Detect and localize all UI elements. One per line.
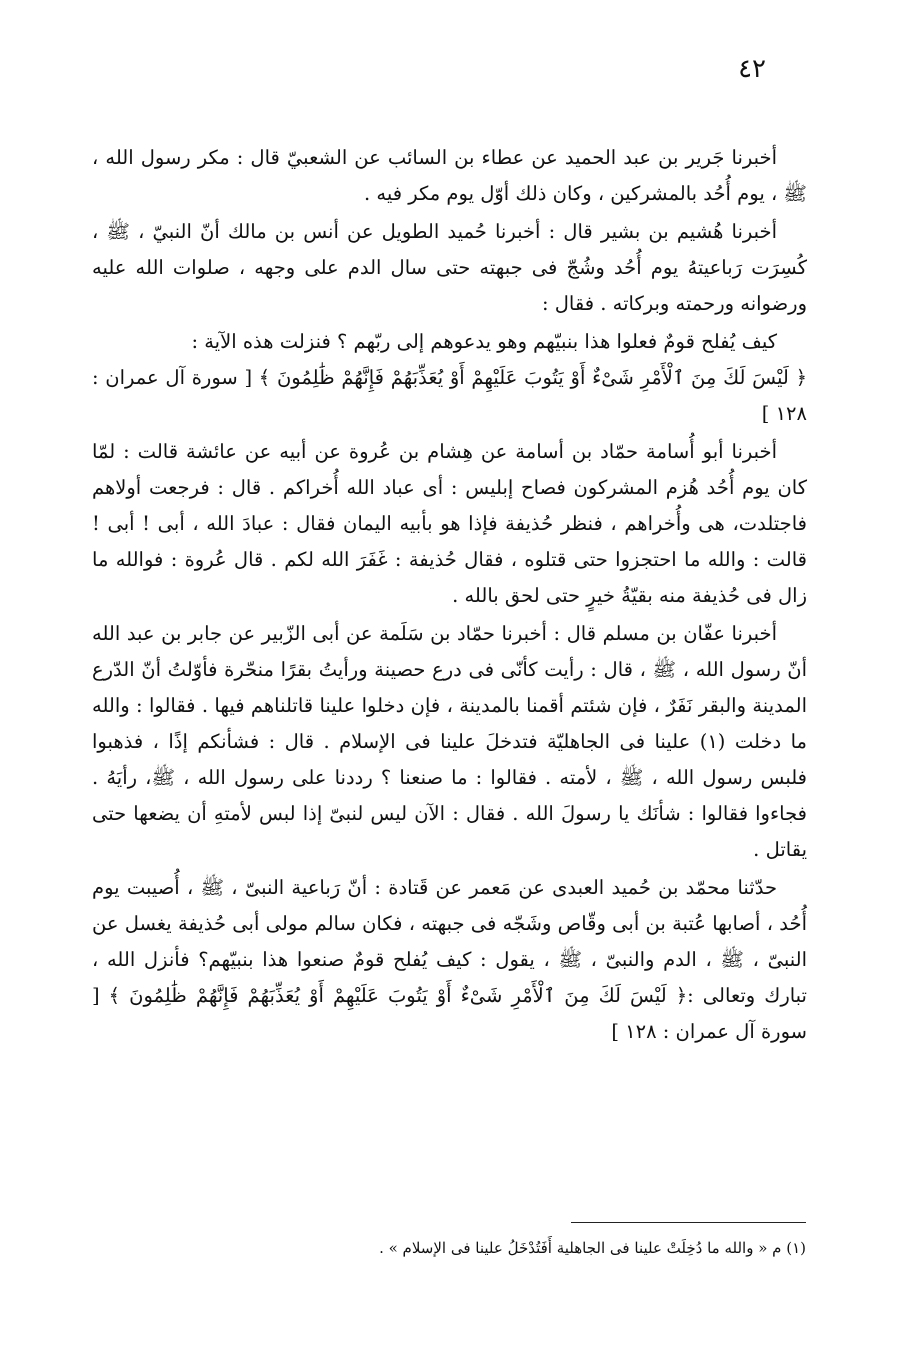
body-text <box>92 140 807 1050</box>
paragraph-abu-usama: أخبرنا أبو أُسامة حمّاد بن أسامة عن هِشام بن عُروة عن أبيه عن عائشة قالت : لمّا كان يوم أُحُد هُزم المشركون فصاح إبليس : أى عباد الله أُخراكم . قال : فرجعت أولاهم فاجتلدت، هى وأُخراهم ، فنظر حُذيفة فإذا هو بأبيه اليمان فقال : عبادَ الله ، أبى ! أبى ! قالت : والله ما احتجزوا حتى قتلوه ، فقال حُذيفة : غَفَرَ الله لكم . قال عُروة : فوالله ما زال فى حُذيفة منه بقيّةُ خيرٍ حتى لحق بالله . <box>92 440 807 607</box>
paragraph-qatada: حدّثنا محمّد بن حُميد العبدى عن مَعمر عن قَتادة : أنّ رَباعية النبىّ ، ﷺ ، أُصيبت يوم أُحُد ، أصابها عُتبة بن أبى وقّاص وشَجّه فى جبهته ، فكان سالم مولى أبى حُذيفة يغسل عن النبىّ ، ﷺ ، الدم والنبىّ ، ﷺ ، يقول : كيف يُفلح قومٌ صنعوا هذا بنبيّهم؟ فأنزل الله ، تبارك وتعالى :﴿ لَيْسَ لَكَ مِنَ ٱلْأَمْرِ شَىْءٌ أَوْ يَتُوبَ عَلَيْهِمْ أَوْ يُعَذِّبَهُمْ فَإِنَّهُمْ ظَٰلِمُونَ ﴾ [ سورة آل عمران : ١٢٨ ] <box>92 876 807 1043</box>
footnote: (١) م « والله ما دُخِلَتْ علينا فى الجاهلية أَفَتُدْخَلُ علينا فى الإسلام » . <box>379 1239 806 1257</box>
footnote-divider <box>571 1222 806 1223</box>
paragraph-kayfa-yuflih: كيف يُفلح قومٌ فعلوا هذا بنبيّهم وهو يدعوهم إلى ربّهم ؟ فنزلت هذه الآية : <box>191 330 777 353</box>
page-number: ٤٢ <box>738 54 766 84</box>
paragraph-jarir: أخبرنا جَرير بن عبد الحميد عن عطاء بن السائب عن الشعبيّ قال : مكر رسول الله ، ﷺ ، يوم أُحُد بالمشركين ، وكان ذلك أوّل يوم مكر فيه . <box>92 146 807 205</box>
paragraph-hushaym: أخبرنا هُشيم بن بشير قال : أخبرنا حُميد الطويل عن أنس بن مالك أنّ النبيّ ، ﷺ ، كُسِرَت رَباعيتهُ يوم أُحُد وشُجّ فى جبهته حتى سال الدم على وجهه ، صلوات الله عليه ورضوانه ورحمته وبركاته . فقال : <box>92 220 807 315</box>
quran-verse-1: ﴿ لَيْسَ لَكَ مِنَ ٱلْأَمْرِ شَىْءٌ أَوْ يَتُوبَ عَلَيْهِمْ أَوْ يُعَذِّبَهُمْ فَإِنَّهُمْ ظَٰلِمُونَ ﴾ [ سورة آل عمران : ١٢٨ ] <box>92 366 807 425</box>
paragraph-affan: أخبرنا عفّان بن مسلم قال : أخبرنا حمّاد بن سَلَمة عن أبى الزّبير عن جابر بن عبد الله أنّ رسول الله ، ﷺ ، قال : رأيت كأنّى فى درع حصينة ورأيتُ بقرًا منحّرة فأوّلتُ أنّ الدّرع المدينة والبقر نَفَرٌ ، فإن شئتم أقمنا بالمدينة ، فإن دخلوا علينا قاتلناهم فيها . فقالوا : والله ما دخلت (١) علينا فى الجاهليّة فتدخلَ علينا فى الإسلام . قال : فشأنكم إذًا ، فذهبوا فلبس رسول الله ، ﷺ ، لأمته . فقالوا : ما صنعنا ؟ رددنا على رسول الله ، ﷺ، رأيَهُ . فجاءوا فقالوا : شأنَك يا رسولَ الله . فقال : الآن ليس لنبىّ إذا لبس لأمتهِ أن يضعها حتى يقاتل . <box>92 622 808 861</box>
